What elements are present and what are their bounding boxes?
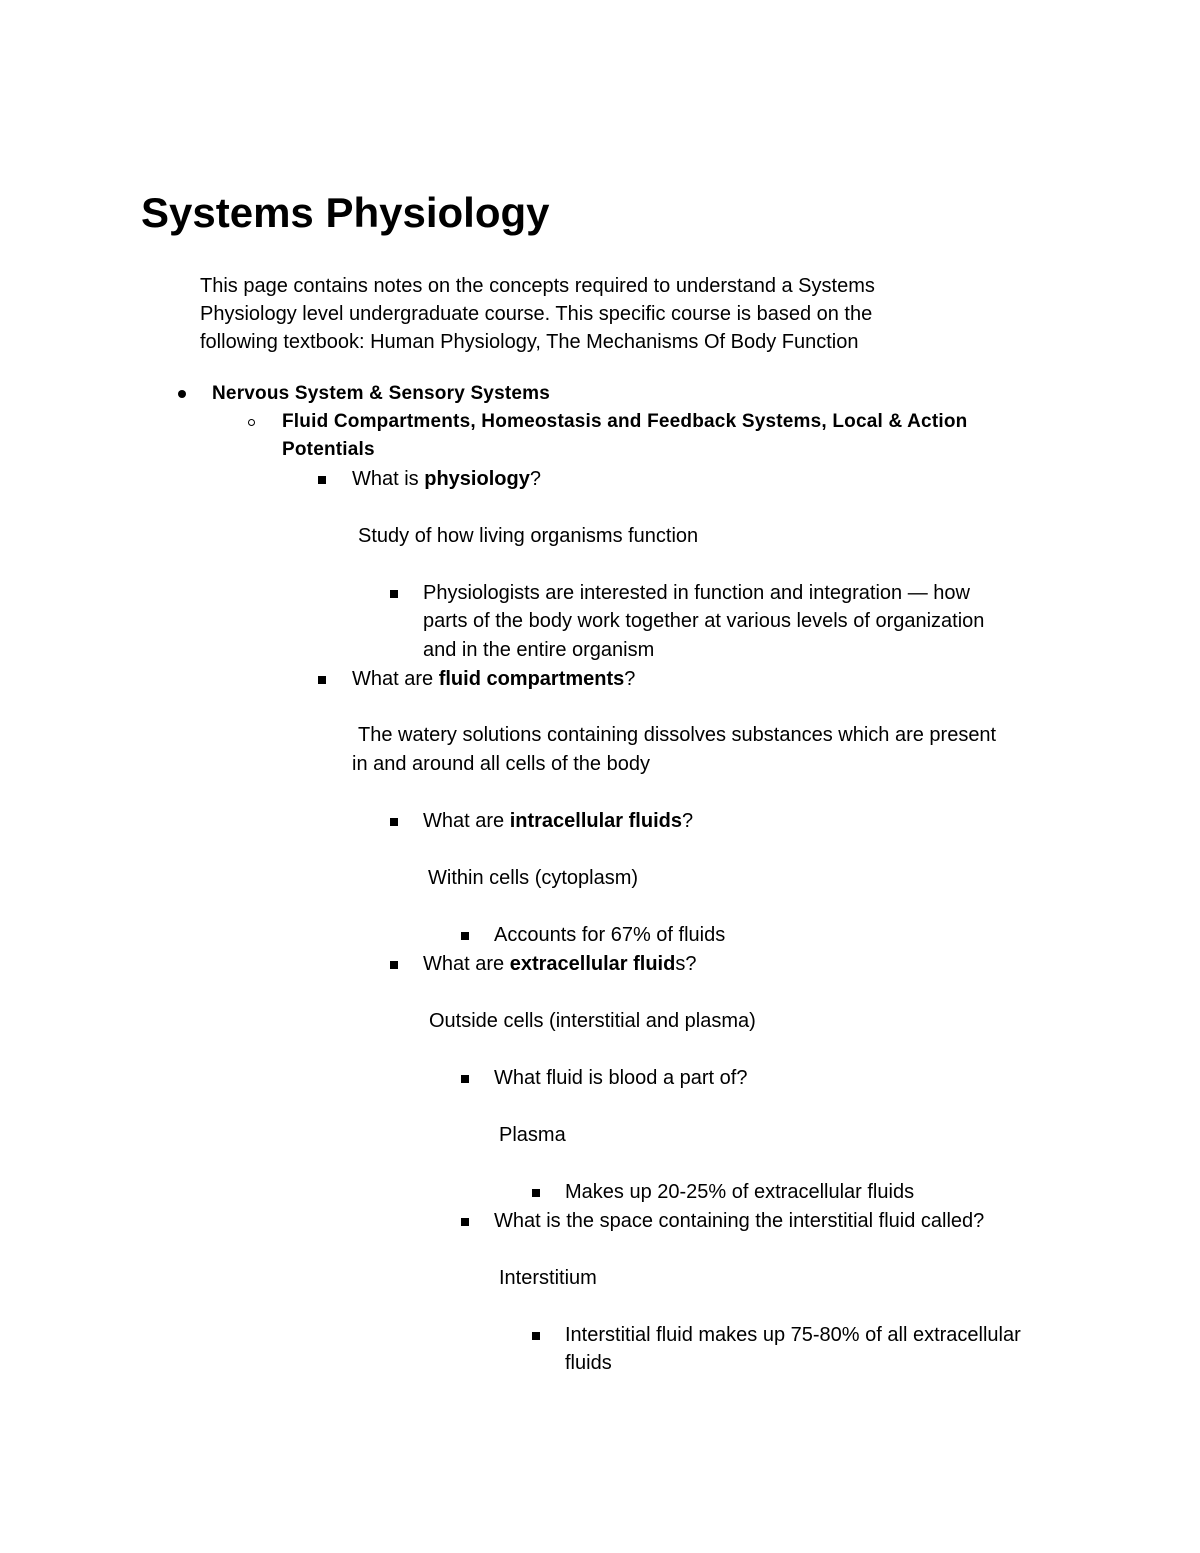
answer-blood: Plasma: [499, 1124, 566, 1146]
interstitial-percentage-line-1: Interstitial fluid makes up 75-80% of all extracellular: [565, 1324, 1021, 1346]
question-mark: ?: [529, 468, 541, 490]
interstitial-percentage-line-2: fluids: [565, 1352, 612, 1374]
question-term: intracellular fluids: [509, 810, 682, 832]
question-term: fluid compartments: [438, 668, 625, 690]
bullet-square-icon: [461, 1075, 469, 1083]
bullet-square-icon: [532, 1332, 540, 1340]
answer-intracellular: Within cells (cytoplasm): [428, 867, 639, 889]
bullet-square-icon: [390, 590, 398, 598]
question-blood: What fluid is blood a part of?: [494, 1067, 748, 1089]
answer-interstitial-space: Interstitium: [499, 1267, 597, 1289]
bullet-circle-icon: [248, 419, 255, 426]
bullet-square-icon: [318, 676, 326, 684]
question-text: What is: [352, 468, 425, 490]
question-term: extracellular fluid: [509, 953, 676, 975]
question-interstitial-space: What is the space containing the interstitial fluid called?: [494, 1210, 985, 1232]
bullet-square-icon: [390, 961, 398, 969]
intro-line-3: following textbook: Human Physiology, The Mechanisms Of Body Function: [200, 331, 859, 353]
answer-fluid-line-1: The watery solutions containing dissolves substances which are present: [358, 724, 997, 746]
question-text: What are: [352, 668, 439, 690]
question-mark: ?: [681, 810, 694, 832]
bullet-dot-icon: [178, 390, 186, 398]
answer-fluid-line-2: in and around all cells of the body: [352, 753, 650, 775]
question-mark: ?: [624, 668, 636, 690]
answer-extracellular: Outside cells (interstitial and plasma): [429, 1010, 756, 1032]
bullet-square-icon: [532, 1189, 540, 1197]
plasma-percentage: Makes up 20-25% of extracellular fluids: [565, 1181, 915, 1203]
intro-line-2: Physiology level undergraduate course. This specific course is based on the: [200, 303, 873, 325]
intracellular-percentage: Accounts for 67% of fluids: [494, 924, 726, 946]
bullet-square-icon: [461, 932, 469, 940]
outline-level1-heading: Nervous System & Sensory Systems: [212, 383, 550, 404]
question-fluid-compartments: [352, 665, 635, 693]
question-extracellular: [423, 950, 696, 978]
intro-line-1: This page contains notes on the concepts required to understand a Systems: [200, 275, 875, 297]
question-physiology: [352, 465, 541, 493]
outline-level2-heading-line-2: Potentials: [282, 439, 375, 460]
question-text: What are: [423, 810, 510, 832]
physiologists-line-2: parts of the body work together at various levels of organization: [423, 610, 985, 632]
question-intracellular: [423, 807, 693, 835]
question-text: What are: [423, 953, 510, 975]
question-term: physiology: [424, 468, 530, 490]
physiologists-line-3: and in the entire organism: [423, 639, 655, 661]
bullet-square-icon: [318, 476, 326, 484]
bullet-square-icon: [390, 818, 398, 826]
bullet-square-icon: [461, 1218, 469, 1226]
question-mark: s?: [675, 953, 697, 975]
answer-physiology: Study of how living organisms function: [358, 525, 699, 547]
page-title: Systems Physiology: [141, 189, 550, 236]
physiologists-line-1: Physiologists are interested in function and integration — how: [423, 582, 970, 604]
outline-level2-heading-line-1: Fluid Compartments, Homeostasis and Feedback Systems, Local & Action: [282, 411, 968, 432]
